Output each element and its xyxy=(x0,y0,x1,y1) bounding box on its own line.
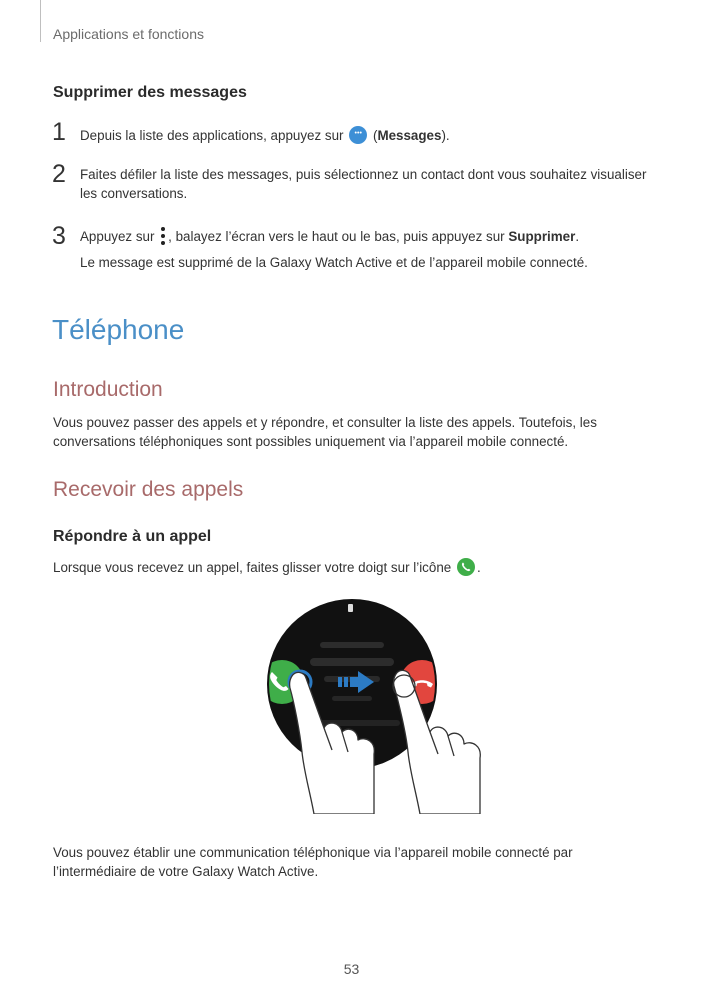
accept-call-icon xyxy=(457,558,475,576)
messages-app-icon xyxy=(349,126,367,144)
step-2-line-1: Faites défiler la liste des messages, puis sélectionnez un contact dont vous souhaitez visualiser xyxy=(80,167,647,182)
step-2-line-2: les conversations. xyxy=(80,186,188,201)
introduction-title: Introduction xyxy=(53,378,163,401)
battery-icon xyxy=(348,604,353,612)
answer-call-after: . xyxy=(476,560,481,575)
step-3-note: Le message est supprimé de la Galaxy Watch Active et de l’appareil mobile connecté. xyxy=(80,255,588,270)
answer-call-before: Lorsque vous recevez un appel, faites glisser votre doigt sur l’icône xyxy=(53,560,452,575)
step-number-1: 1 xyxy=(52,118,66,146)
step-1-bold: Messages xyxy=(377,128,442,143)
step-1-text xyxy=(80,126,450,145)
step-1-after: ). xyxy=(441,128,450,143)
receive-footer-line-1: Vous pouvez établir une communication téléphonique via l’appareil mobile connecté par xyxy=(53,845,573,860)
delete-messages-title: Supprimer des messages xyxy=(53,84,247,101)
step-3-bold: Supprimer xyxy=(508,229,576,244)
section-header: Applications et fonctions xyxy=(53,26,204,42)
right-hand xyxy=(394,670,481,814)
step-number-2: 2 xyxy=(52,160,66,188)
step-3-text xyxy=(80,227,579,246)
header-rule xyxy=(40,0,41,42)
more-options-icon xyxy=(160,227,166,245)
introduction-line-2: conversations téléphoniques sont possibles uniquement via l’appareil mobile connecté. xyxy=(53,434,569,449)
answer-call-title: Répondre à un appel xyxy=(53,528,212,545)
step-number-3: 3 xyxy=(52,222,66,250)
step-3-after: . xyxy=(575,229,580,244)
answer-call-text xyxy=(53,558,481,577)
step-1-open: ( xyxy=(372,128,378,143)
step-1-before: Depuis la liste des applications, appuyez sur xyxy=(80,128,344,143)
phone-title: Téléphone xyxy=(52,314,185,345)
incoming-call-illustration xyxy=(262,592,524,814)
page-number: 53 xyxy=(343,961,360,977)
receive-footer-line-2: l’intermédiaire de votre Galaxy Watch Active. xyxy=(53,864,319,879)
introduction-line-1: Vous pouvez passer des appels et y répondre, et consulter la liste des appels. Toutefois, les xyxy=(53,415,597,430)
receive-calls-title: Recevoir des appels xyxy=(53,478,244,501)
step-3-mid: , balayez l’écran vers le haut ou le bas, puis appuyez sur xyxy=(168,229,505,244)
step-3-before: Appuyez sur xyxy=(80,229,155,244)
